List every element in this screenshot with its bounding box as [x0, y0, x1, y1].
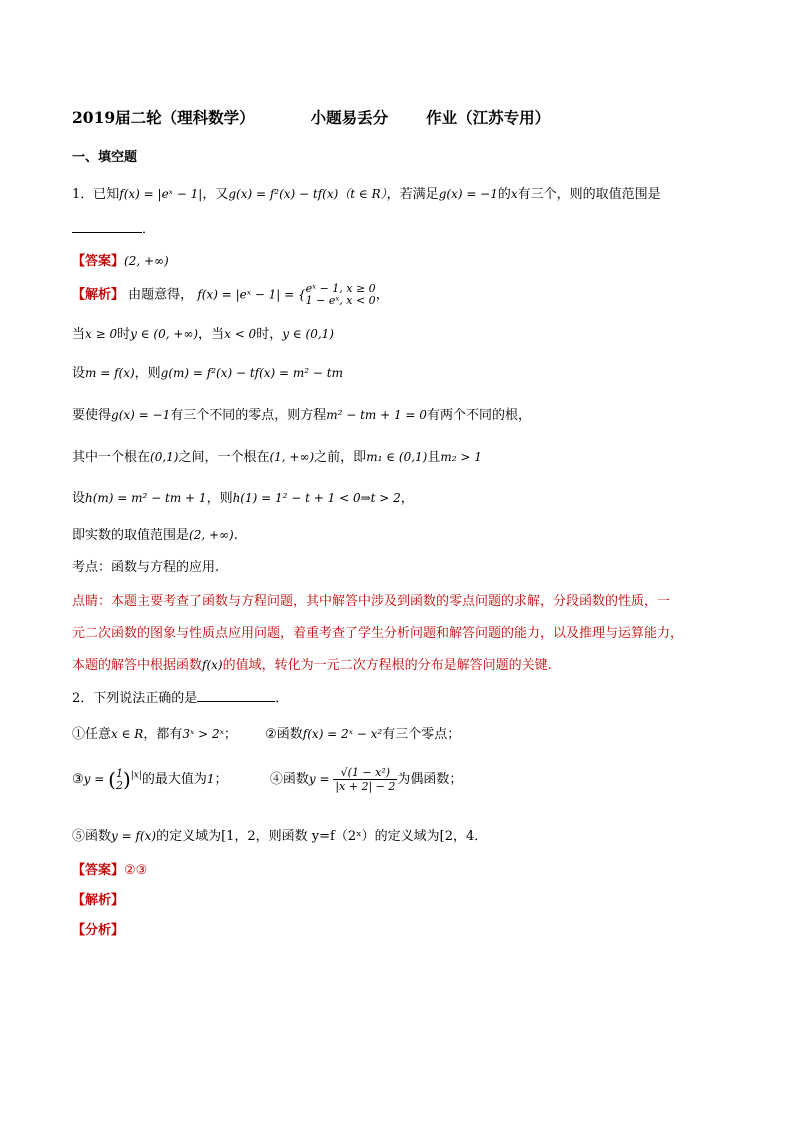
q1-analysis-line4: 要使得g(x) = −1有三个不同的零点，则方程m² − tm + 1 = 0有两个不同的根，: [72, 408, 531, 423]
q1-answer: 【答案】(2, +∞): [72, 254, 169, 269]
q1-analysis-line1: 【解析】 由题意得， f(x) = |eˣ − 1| = { eˣ − 1, x ≥ 0 1 − eˣ, x < 0 ，: [72, 282, 389, 307]
title-series: 作业（江苏专用）: [426, 108, 551, 127]
q1-answer-blank: ．: [72, 218, 155, 237]
q1-dianjing-line3: 本题的解答中根据函数f(x)的值域，转化为一元二次方程根的分布是解答问题的关键.: [72, 658, 552, 673]
piecewise-cases: eˣ − 1, x ≥ 0 1 − eˣ, x < 0: [305, 282, 376, 307]
page-title: [72, 106, 550, 128]
fraction-one-half: 1 2: [115, 766, 123, 792]
q1-analysis-line6: 设h(m) = m² − tm + 1，则h(1) = 1² − t + 1 < 0⇒t > 2，: [72, 491, 414, 506]
q2-analysis: 【解析】: [72, 893, 125, 908]
q2-statements-1-2: ①任意x ∈ R，都有3ˣ > 2ˣ； ②函数f(x) = 2ˣ − x²有三个零点；: [72, 727, 461, 742]
q1-dianjing-line2: 元二次函数的图象与性质点应用问题，着重考查了学生分析问题和解答问题的能力，以及推理与运算能力，: [72, 626, 684, 641]
q1-dianjing-line1: 点睛：本题主要考查了函数与方程问题，其中解答中涉及到函数的零点问题的求解，分段函数的性质，一: [72, 594, 671, 609]
q1-stem: 1．已知f(x) = |eˣ − 1|，又g(x) = f²(x) − tf(x)（t ∈ R），若满足g(x) = −1的x有三个，则的取值范围是: [72, 187, 661, 202]
q1-analysis-line7: 即实数的取值范围是(2, +∞).: [72, 528, 238, 543]
q1-analysis-line3: 设m = f(x)，则g(m) = f²(x) − tf(x) = m² − tm: [72, 366, 343, 381]
title-topic: 小题易丢分: [310, 108, 389, 127]
fraction-sqrt: $\frac{\text{√(1 − x²)}}{|x + 2| - 2}$: [335, 766, 396, 793]
q2-answer: 【答案】②③: [72, 863, 148, 878]
q2-statement-5: ⑤函数y = f(x)的定义域为[1，2，则函数 y=f（2ˣ）的定义域为[2，4．: [72, 829, 488, 844]
q2-statements-3-4: ③y = ( 1 2 )$^{|x|}$的最大值为1； ④函数y = $\frac{\text{√(1 − x²)}}{|x + 2| - 2}$ 为偶函数；: [72, 766, 463, 793]
title-year: 2019届二轮（理科数学）: [72, 108, 255, 127]
answer-blank: [72, 220, 142, 233]
q2-fenxi: 【分析】: [72, 923, 125, 938]
q1-analysis-line2: 当x ≥ 0时y ∈ (0, +∞)，当x < 0时，y ∈ (0,1): [72, 327, 334, 342]
q1-kaodian: 考点：函数与方程的应用.: [72, 560, 220, 575]
q1-analysis-line5: 其中一个根在(0,1)之间，一个根在(1, +∞)之前，即m₁ ∈ (0,1)且m₂ > 1: [72, 450, 482, 465]
answer-blank: [197, 689, 275, 702]
section-heading: 一、填空题: [72, 150, 138, 165]
q2-stem: 2．下列说法正确的是 ．: [72, 691, 289, 706]
